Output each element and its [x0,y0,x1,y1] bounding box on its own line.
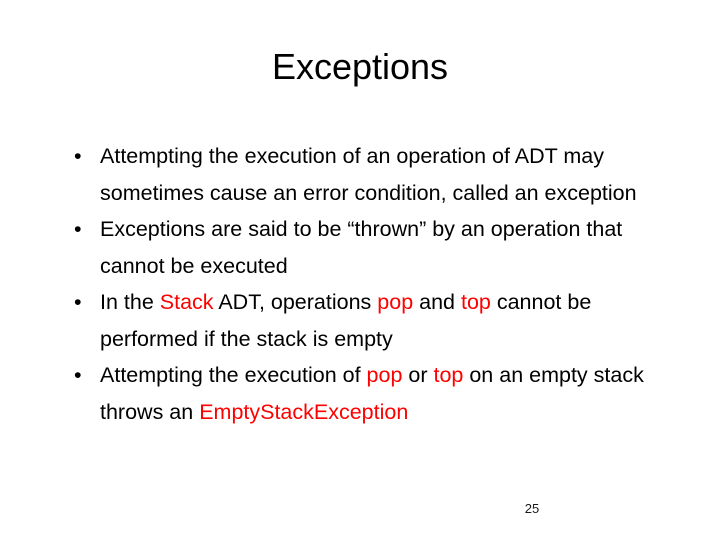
highlighted-term: pop [366,363,403,387]
bullet-text: and [413,290,461,314]
bullet-item [74,357,674,430]
bullet-list [74,138,674,430]
bullet-text: In the [100,290,160,314]
highlighted-term: pop [377,290,414,314]
bullet-text: Attempting the execution of [100,363,367,387]
bullet-text: Attempting the execution of an operation of ADT may sometimes cause an error condition, called an exception [100,144,637,205]
bullet-dot: • [74,290,82,314]
bullet-text: on an empty stack throws an [100,363,644,424]
bullet-dot: • [74,363,82,387]
highlighted-term: top [460,290,491,314]
slide-title: Exceptions [271,46,449,87]
bullet-dot: • [74,217,82,241]
highlighted-term: Stack [159,290,214,314]
bullet-dot: • [74,144,82,168]
page-number: 25 [524,501,540,516]
bullet-text: ADT, operations [213,290,378,314]
bullet-item [74,138,674,211]
bullet-item [74,284,674,357]
bullet-text: Exceptions are said to be “thrown” by an operation that cannot be executed [100,217,623,278]
bullet-text: or [402,363,434,387]
highlighted-term: top [433,363,464,387]
bullet-text: cannot be performed if the stack is empty [100,290,592,351]
highlighted-term: EmptyStackException [199,399,409,424]
bullet-item [74,211,674,284]
